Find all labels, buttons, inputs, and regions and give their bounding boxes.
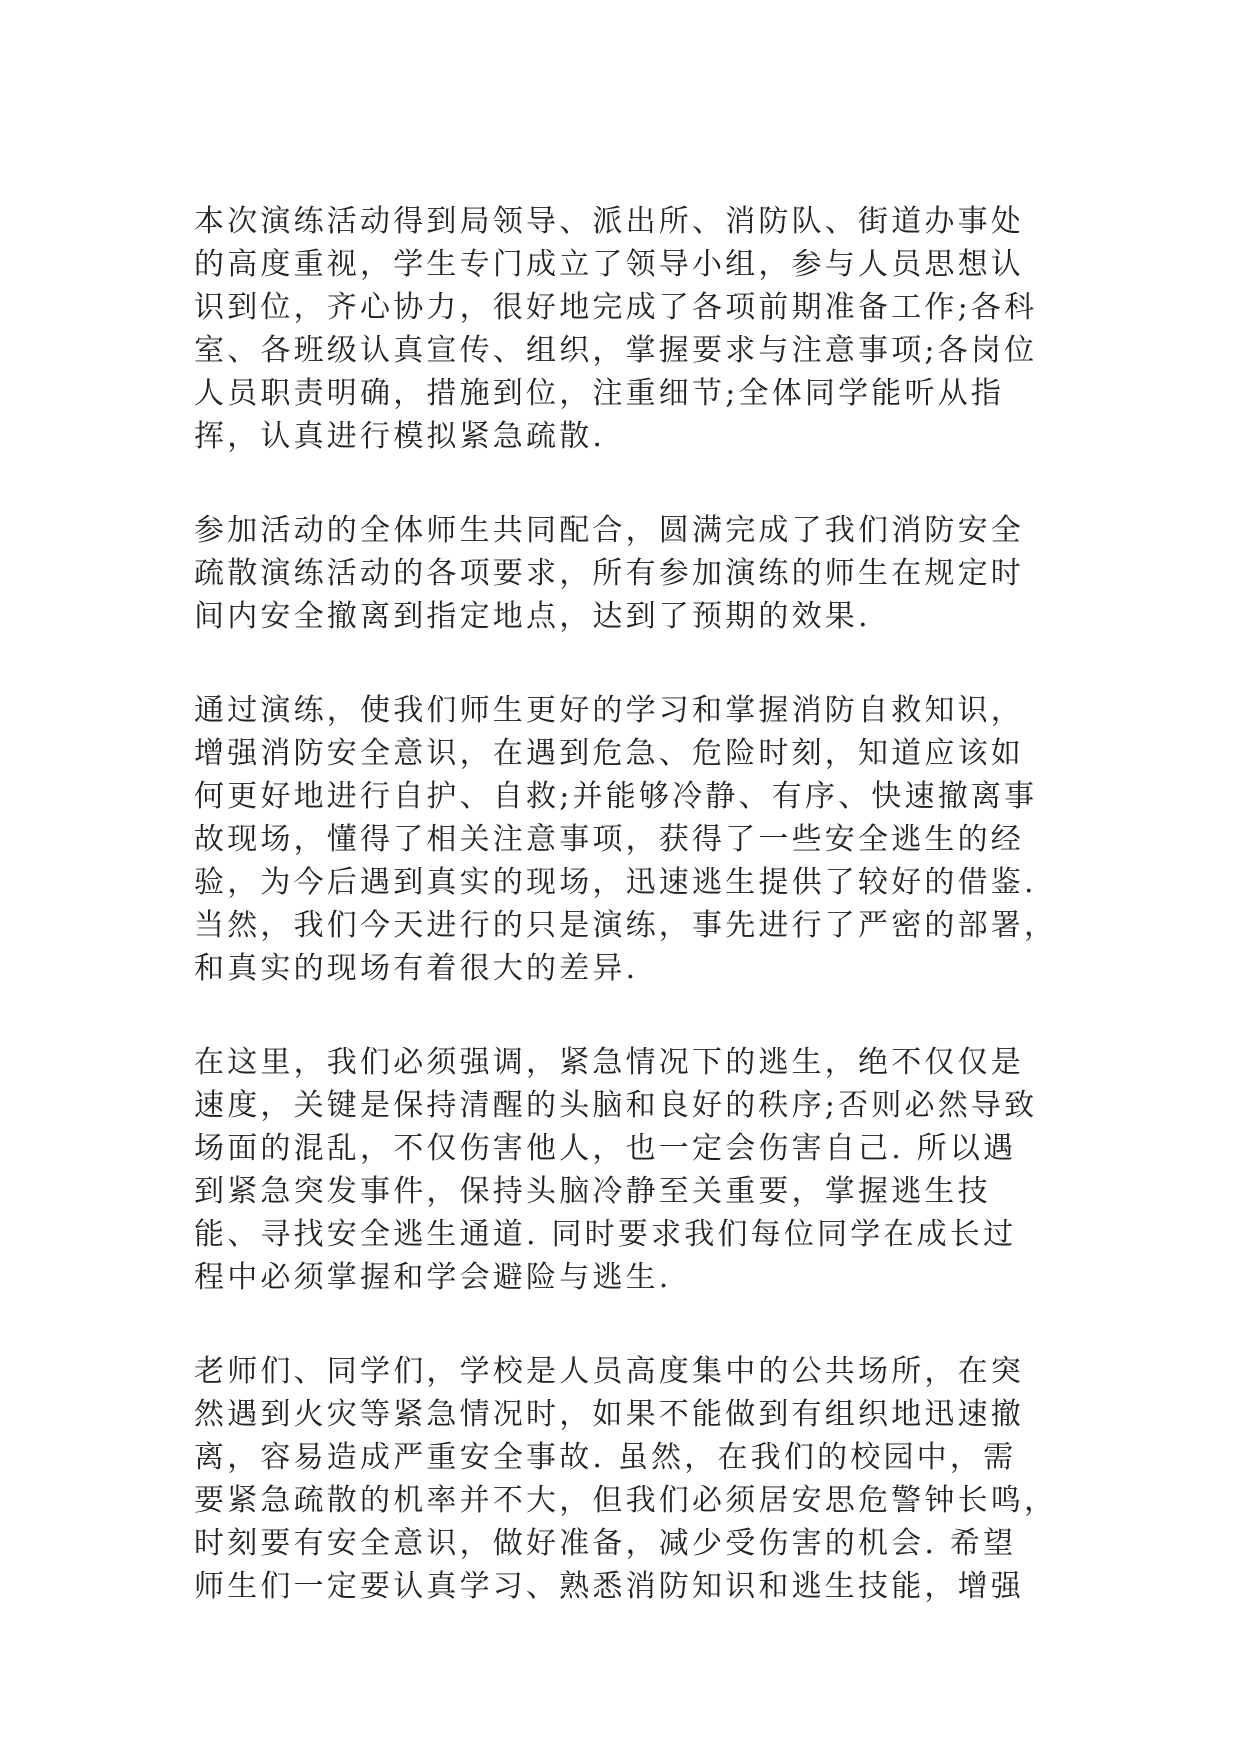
text-line: 到紧急突发事件，保持头脑冷静至关重要，掌握逃生技 <box>194 1174 991 1209</box>
text-line: 速度，关键是保持清醒的头脑和良好的秩序;否则必然导致 <box>194 1088 1038 1123</box>
text-line: 时刻要有安全意识，做好准备，减少受伤害的机会. 希望 <box>194 1526 1017 1561</box>
text-line: 的高度重视，学生专门成立了领导小组，参与人员思想认 <box>194 247 1024 282</box>
document-body <box>194 200 1058 1659</box>
text-line: 疏散演练活动的各项要求，所有参加演练的师生在规定时 <box>194 556 1024 591</box>
text-line: 人员职责明确，措施到位，注重细节;全体同学能听从指 <box>194 376 1005 411</box>
text-line: 增强消防安全意识，在遇到危急、危险时刻，知道应该如 <box>194 736 1024 771</box>
text-line: 和真实的现场有着很大的差异. <box>194 951 639 986</box>
text-line: 师生们一定要认真学习、熟悉消防知识和逃生技能，增强 <box>194 1569 1024 1604</box>
text-line: 参加活动的全体师生共同配合，圆满完成了我们消防安全 <box>194 513 1024 548</box>
text-line: 场面的混乱，不仅伤害他人，也一定会伤害自己. 所以遇 <box>194 1131 1017 1166</box>
text-line: 然遇到火灾等紧急情况时，如果不能做到有组织地迅速撤 <box>194 1397 1024 1432</box>
text-line: 室、各班级认真宣传、组织，掌握要求与注意事项;各岗位 <box>194 333 1038 368</box>
paragraph-5 <box>194 1350 1058 1608</box>
text-line: 间内安全撤离到指定地点，达到了预期的效果. <box>194 599 871 634</box>
text-line: 验，为今后遇到真实的现场，迅速逃生提供了较好的借鉴. <box>194 865 1037 900</box>
paragraph-3 <box>194 689 1058 990</box>
text-line: 在这里，我们必须强调，紧急情况下的逃生，绝不仅仅是 <box>194 1045 1024 1080</box>
text-line: 故现场，懂得了相关注意事项，获得了一些安全逃生的经 <box>194 822 1024 857</box>
text-line: 离，容易造成严重安全事故. 虽然，在我们的校园中，需 <box>194 1440 1017 1475</box>
paragraph-4 <box>194 1041 1054 1299</box>
text-line: 本次演练活动得到局领导、派出所、消防队、街道办事处 <box>194 204 1024 239</box>
text-line: 老师们、同学们，学校是人员高度集中的公共场所，在突 <box>194 1354 1024 1389</box>
text-line: 通过演练，使我们师生更好的学习和掌握消防自救知识， <box>194 693 1024 728</box>
paragraph-1 <box>194 200 1054 458</box>
text-line: 能、寻找安全逃生通道. 同时要求我们每位同学在成长过 <box>194 1217 1017 1252</box>
text-line: 程中必须掌握和学会避险与逃生. <box>194 1260 672 1295</box>
text-line: 当然，我们今天进行的只是演练，事先进行了严密的部署， <box>194 908 1058 943</box>
text-line: 识到位，齐心协力，很好地完成了各项前期准备工作;各科 <box>194 290 1038 325</box>
paragraph-2 <box>194 509 1054 638</box>
text-line: 何更好地进行自护、自救;并能够冷静、有序、快速撤离事 <box>194 779 1038 814</box>
text-line: 要紧急疏散的机率并不大，但我们必须居安思危警钟长鸣， <box>194 1483 1058 1518</box>
text-line: 挥，认真进行模拟紧急疏散. <box>194 419 606 454</box>
